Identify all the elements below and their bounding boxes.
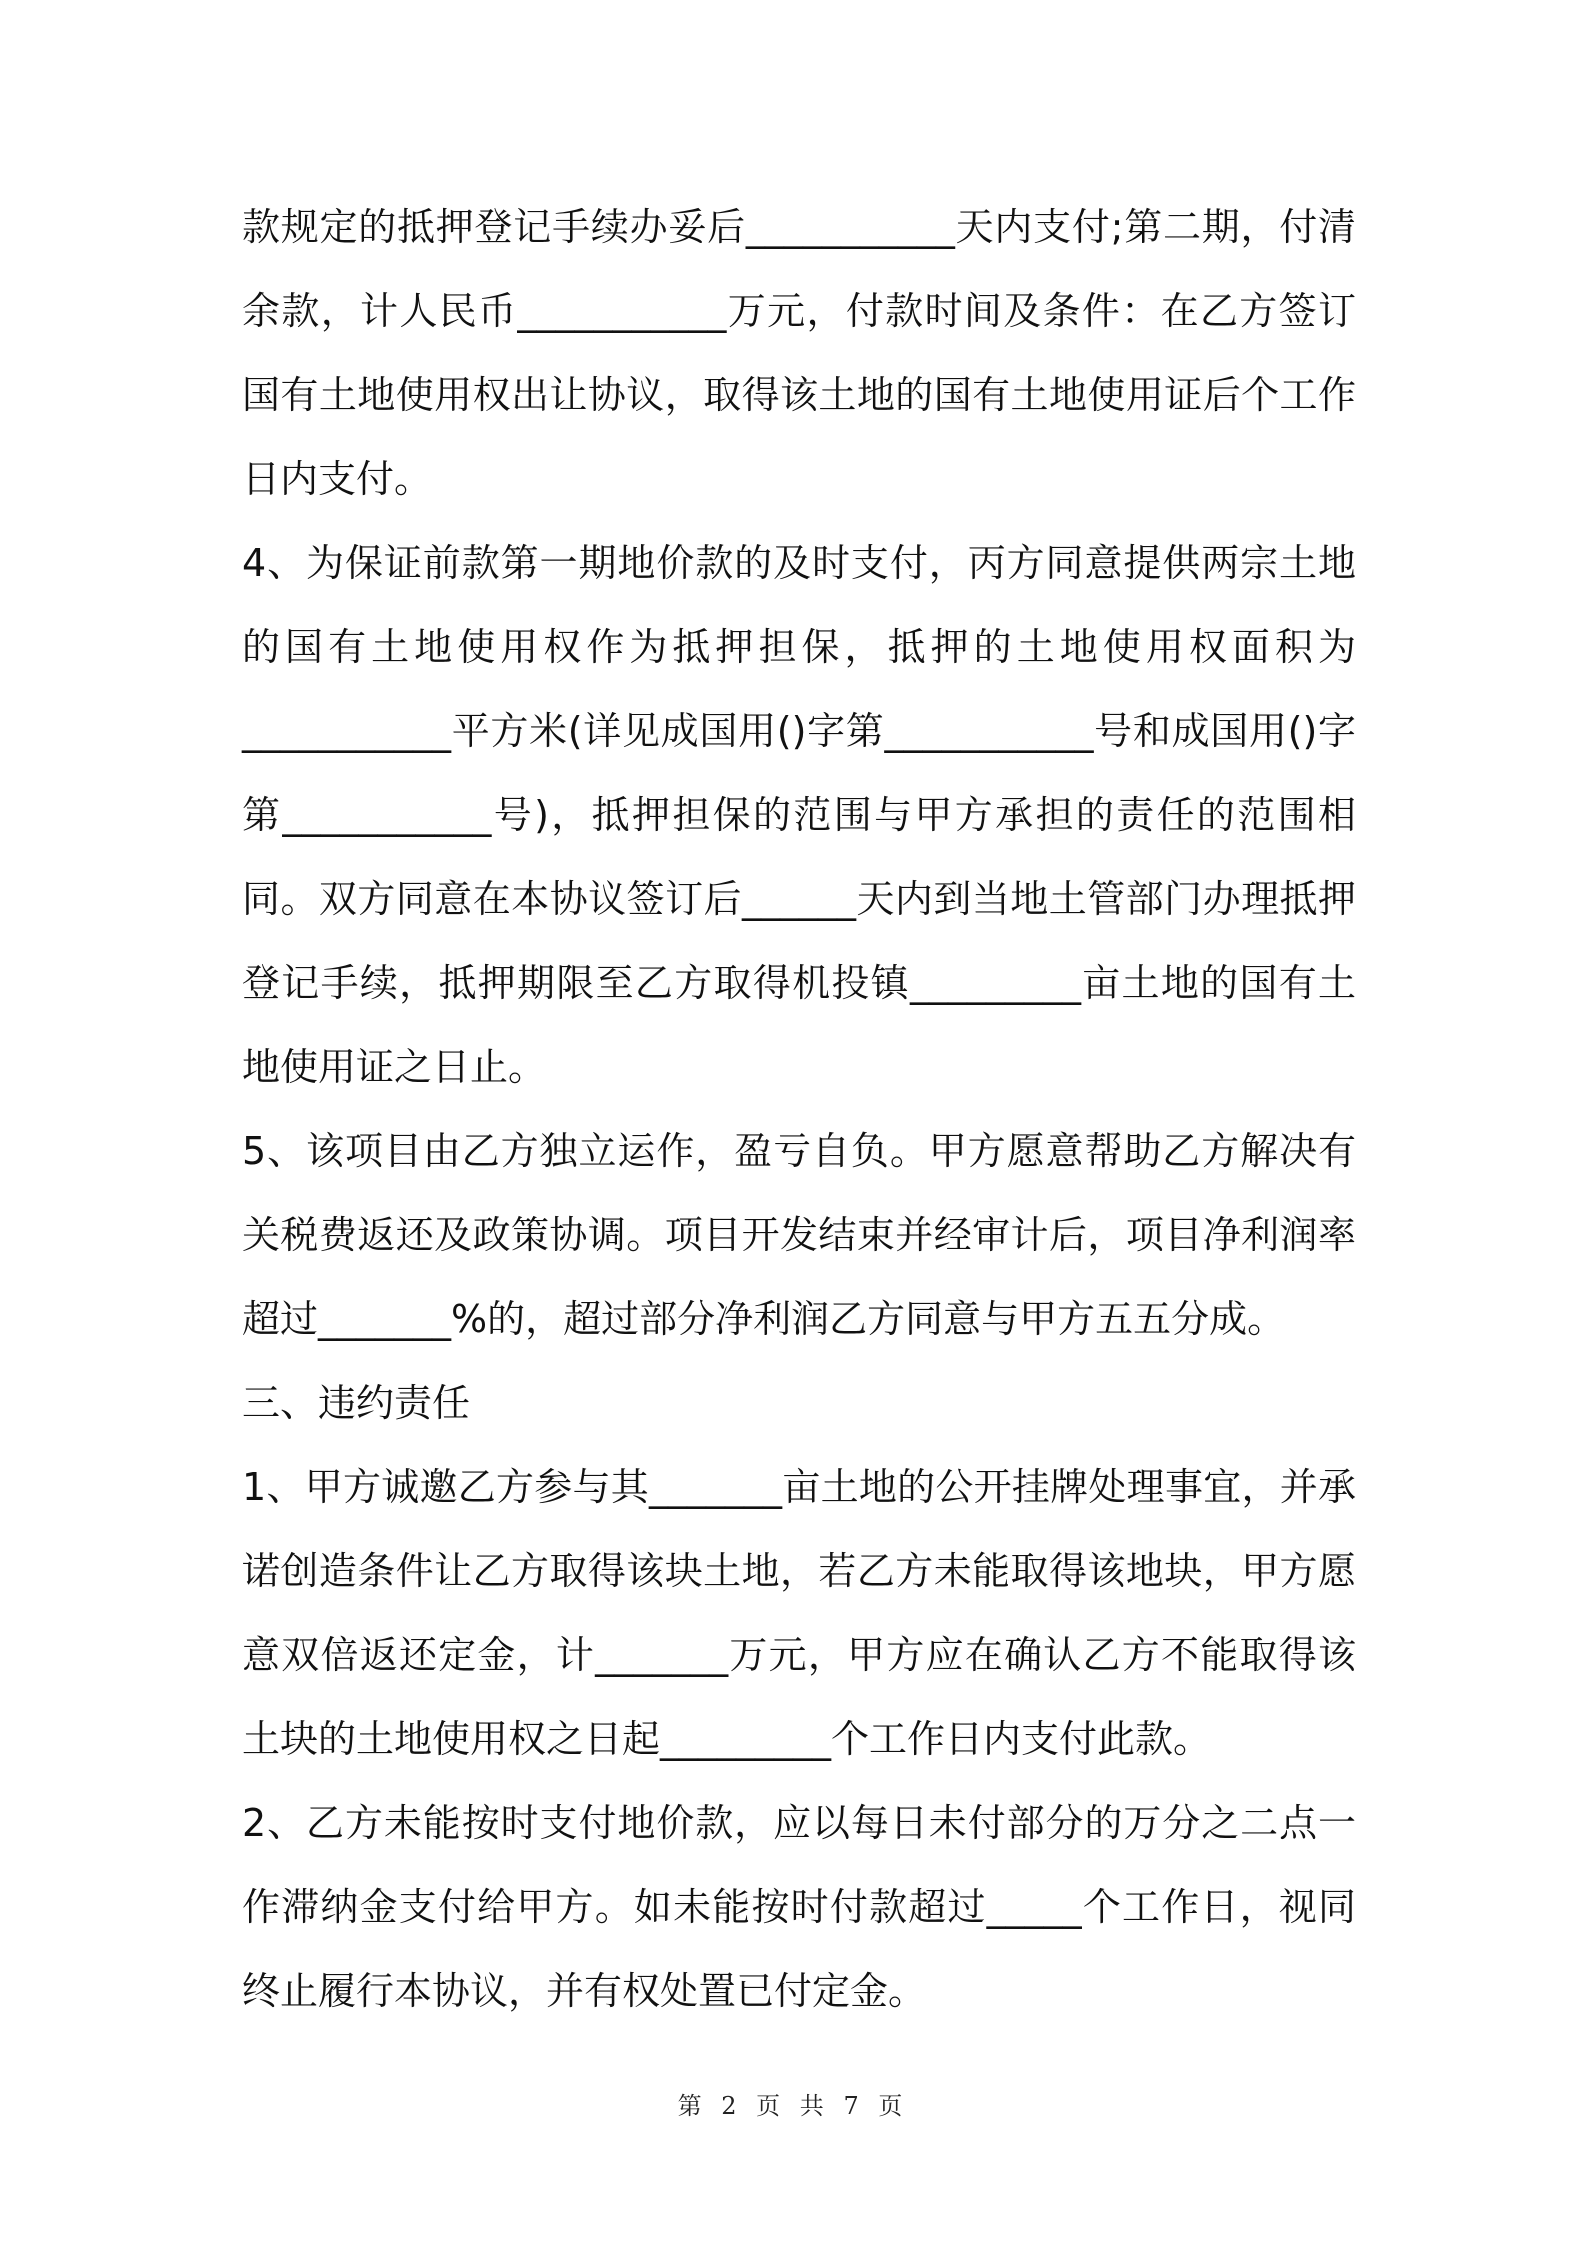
page-number-footer: 第 2 页 共 7 页 (677, 2092, 909, 2120)
document-body (242, 185, 1356, 2033)
paragraph-breach-1: 1、甲方诚邀乙方参与其_______亩土地的公开挂牌处理事宜，并承诺创造条件让乙方取得该块土地，若乙方未能取得该地块，甲方愿意双倍返还定金，计_______万元，甲方应在确认乙方不能取得该土块的土地使用权之日起_________个工作日内支付此款。 (242, 1465, 1356, 1761)
paragraph-payment-terms: 款规定的抵押登记手续办妥后___________天内支付;第二期，付清余款，计人民币___________万元，付款时间及条件：在乙方签订国有土地使用权出让协议，取得该土地的国有土地使用证后个工作日内支付。 (242, 205, 1356, 501)
section-heading-breach: 三、违约责任 (242, 1381, 471, 1425)
paragraph-clause-5: 5、该项目由乙方独立运作，盈亏自负。甲方愿意帮助乙方解决有关税费返还及政策协调。项目开发结束并经审计后，项目净利润率超过_______%的，超过部分净利润乙方同意与甲方五五分成。 (242, 1129, 1356, 1341)
paragraph-breach-2: 2、乙方未能按时支付地价款，应以每日未付部分的万分之二点一作滞纳金支付给甲方。如未能按时付款超过_____个工作日，视同终止履行本协议，并有权处置已付定金。 (242, 1801, 1356, 2013)
paragraph-clause-4: 4、为保证前款第一期地价款的及时支付，丙方同意提供两宗土地的国有土地使用权作为抵押担保，抵押的土地使用权面积为___________平方米(详见成国用()字第___________号和成国用()字第___________号)，抵押担保的范围与甲方承担的责任的范围相同。双方同意在本协议签订后______天内到当地土管部门办理抵押登记手续，抵押期限至乙方取得机投镇_________亩土地的国有土地使用证之日止。 (242, 541, 1356, 1089)
